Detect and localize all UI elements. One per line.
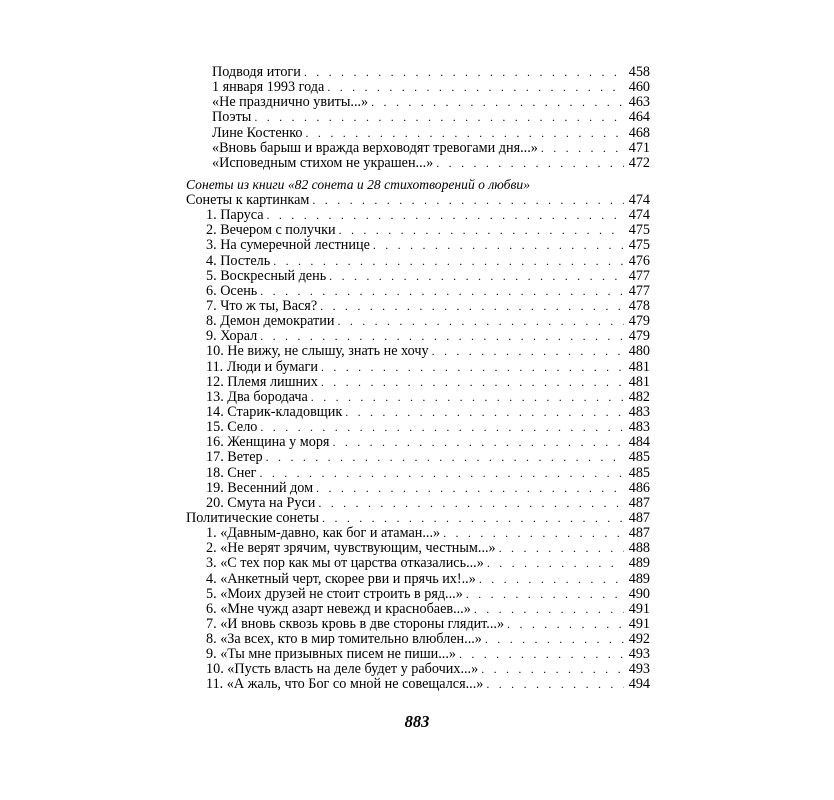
toc-entry-title: 11. «А жаль, что Бог со мной не совещался...» [206,676,484,693]
toc-entry [186,141,650,156]
dot-leader [304,65,624,80]
dot-leader [474,602,624,617]
dot-leader [339,223,624,238]
toc-entry [186,390,650,405]
toc-entry-page: 476 [628,252,650,269]
dot-leader [267,208,625,223]
toc-entry-page: 489 [628,570,650,587]
dot-leader [337,314,624,329]
toc-entry-title: 10. Не вижу, не слышу, знать не хочу [206,343,429,360]
dot-leader [260,420,624,435]
toc-entry-title: 17. Ветер [206,449,263,466]
toc-entry-title: 8. Демон демократии [206,313,335,330]
toc-entry [186,556,650,571]
toc-entry-page: 493 [628,646,650,663]
toc-entry [186,466,650,481]
toc-entry [186,95,650,110]
toc-entry-title: 6. «Мне чужд азарт невежд и краснобаев...» [206,600,471,617]
toc-entry-title: 15. Село [206,419,258,436]
toc-entry-title: 6. Осень [206,282,258,299]
toc-entry [186,375,650,390]
toc-entry-title: 9. «Ты мне призывных писем не пиши...» [206,646,456,663]
toc-entry [186,254,650,269]
toc-entry-title: 19. Весенний дом [206,479,314,496]
toc-entry [186,314,650,329]
dot-leader [306,126,624,141]
dot-leader [371,95,624,110]
toc-group-political [186,526,650,693]
toc-entry-page: 475 [628,237,650,254]
toc-entry-page: 480 [628,343,650,360]
toc-entry-title: 8. «За всех, кто в мир томительно влюблен...» [206,631,482,648]
dot-leader [432,344,624,359]
toc-entry-page: 468 [628,124,650,141]
dot-leader [260,284,624,299]
toc-entry-title: 5. «Моих друзей не стоит строить в ряд...» [206,585,463,602]
toc-entry [186,541,650,556]
toc-entry [186,496,650,511]
toc-entry-page: 464 [628,109,650,126]
toc-entry-page: 485 [628,464,650,481]
toc-entry-page: 463 [628,94,650,111]
dot-leader [541,141,624,156]
toc-entry-title: 5. Воскресный день [206,267,327,284]
dot-leader [459,647,624,662]
dot-leader [321,360,624,375]
toc-entry-page: 478 [628,297,650,314]
toc-entry-political-header [186,511,650,526]
toc-entry [186,647,650,662]
dot-leader [499,541,624,556]
toc-entry-page: 475 [628,222,650,239]
toc-entry-title: 2. «Не верят зрячим, чувствующим, честным...» [206,540,496,557]
toc-entry-page: 479 [628,313,650,330]
table-of-contents [186,65,650,693]
toc-entry [186,405,650,420]
toc-entry [186,435,650,450]
section-heading: Сонеты из книги «82 сонета и 28 стихотворений о любви» [186,176,531,192]
dot-leader [443,526,624,541]
toc-entry-sonnets-header [186,193,650,208]
toc-entry [186,526,650,541]
toc-entry-title: 13. Два бородача [206,388,308,405]
toc-entry-title: Сонеты к картинкам [186,191,310,208]
toc-entry-page: 493 [628,661,650,678]
dot-leader [485,632,624,647]
toc-entry-page: 460 [628,79,650,96]
toc-entry [186,632,650,647]
toc-entry [186,269,650,284]
toc-entry-page: 486 [628,479,650,496]
toc-entry-title: 10. «Пусть власть на деле будет у рабочих...» [206,661,479,678]
dot-leader [329,269,624,284]
dot-leader [507,617,624,632]
toc-entry [186,450,650,465]
dot-leader [254,110,624,125]
toc-entry-page: 458 [628,64,650,80]
toc-entry-page: 487 [628,494,650,511]
toc-entry-title: Лине Костенко [212,124,303,141]
toc-entry-page: 479 [628,328,650,345]
toc-entry-title: 11. Люди и бумаги [206,358,318,375]
toc-entry-title: «Вновь барыш и вражда верховодят тревогами дня...» [212,139,538,156]
toc-entry [186,65,650,80]
toc-entry-title: 4. Постель [206,252,271,269]
toc-entry-page: 474 [628,207,650,224]
toc-entry [186,572,650,587]
toc-group-sonnets [186,208,650,511]
toc-entry [186,110,650,125]
toc-entry [186,481,650,496]
toc-entry-page: 491 [628,600,650,617]
toc-entry-page: 490 [628,585,650,602]
toc-entry-page: 484 [628,434,650,451]
dot-leader [481,662,624,677]
toc-entry-page: 494 [628,676,650,693]
toc-entry [186,587,650,602]
toc-entry-page: 481 [628,358,650,375]
toc-entry-title: 16. Женщина у моря [206,434,330,451]
toc-entry [186,284,650,299]
toc-entry [186,602,650,617]
dot-leader [320,299,624,314]
dot-leader [312,193,624,208]
toc-entry [186,344,650,359]
toc-entry-title: 4. «Анкетный черт, скорее рви и прячь их!..» [206,570,476,587]
toc-entry-title: Поэты [212,109,252,126]
toc-entry [186,420,650,435]
toc-entry-page: 481 [628,373,650,390]
toc-entry-page: 483 [628,419,650,436]
toc-entry-title: 1. «Давным-давно, как бог и атаман...» [206,525,441,542]
toc-entry-page: 488 [628,540,650,557]
dot-leader [311,390,624,405]
toc-entry-title: 7. Что ж ты, Вася? [206,297,318,314]
toc-entry [186,223,650,238]
page-number: 883 [404,712,430,731]
toc-entry-page: 477 [628,267,650,284]
dot-leader [260,329,624,344]
toc-entry [186,677,650,692]
dot-leader [345,405,624,420]
dot-leader [321,375,624,390]
toc-entry-page: 482 [628,388,650,405]
toc-entry-page: 491 [628,615,650,632]
toc-entry-title: 2. Вечером с получки [206,222,336,239]
dot-leader [436,156,624,171]
toc-entry-title: 12. Племя лишних [206,373,318,390]
toc-entry [186,617,650,632]
toc-entry [186,126,650,141]
toc-entry [186,299,650,314]
toc-entry-page: 487 [628,509,650,526]
toc-entry-title: Подводя итоги [212,64,301,80]
dot-leader [487,556,624,571]
toc-entry-title: 7. «И вновь сквозь кровь в две стороны глядит...» [206,615,505,632]
toc-entry [186,360,650,375]
dot-leader [318,496,624,511]
toc-entry [186,156,650,171]
toc-entry-title: 1. Паруса [206,207,264,224]
toc-entry-title: 3. «С тех пор как мы от царства отказались...» [206,555,484,572]
toc-entry-page: 485 [628,449,650,466]
toc-entry-title: 1 января 1993 года [212,79,325,96]
toc-entry-title: 14. Старик-кладовщик [206,403,343,420]
dot-leader [273,254,624,269]
toc-entry [186,80,650,95]
toc-entry-title: 9. Хорал [206,328,258,345]
toc-entry-title: Политические сонеты [186,509,320,526]
dot-leader [479,572,624,587]
toc-entry-title: 18. Снег [206,464,257,481]
dot-leader [266,450,624,465]
toc-entry [186,329,650,344]
dot-leader [486,677,624,692]
toc-entry [186,208,650,223]
toc-entry-page: 489 [628,555,650,572]
dot-leader [327,80,624,95]
toc-entry-page: 474 [628,191,650,208]
toc-entry-page: 477 [628,282,650,299]
toc-entry-title: «Не празднично увиты...» [212,94,369,111]
toc-entry [186,238,650,253]
dot-leader [466,587,624,602]
dot-leader [322,511,624,526]
toc-entry-title: 3. На сумеречной лестнице [206,237,370,254]
toc-entry-page: 487 [628,525,650,542]
dot-leader [316,481,624,496]
dot-leader [259,466,624,481]
toc-entry-page: 471 [628,139,650,156]
dot-leader [332,435,624,450]
toc-entry-title: «Исповедным стихом не украшен...» [212,154,434,171]
toc-entry-page: 483 [628,403,650,420]
dot-leader [373,238,624,253]
toc-entry-page: 472 [628,154,650,171]
toc-entry-page: 492 [628,631,650,648]
toc-entry-title: 20. Смута на Руси [206,494,316,511]
toc-entry [186,662,650,677]
toc-group-poems [186,65,650,171]
